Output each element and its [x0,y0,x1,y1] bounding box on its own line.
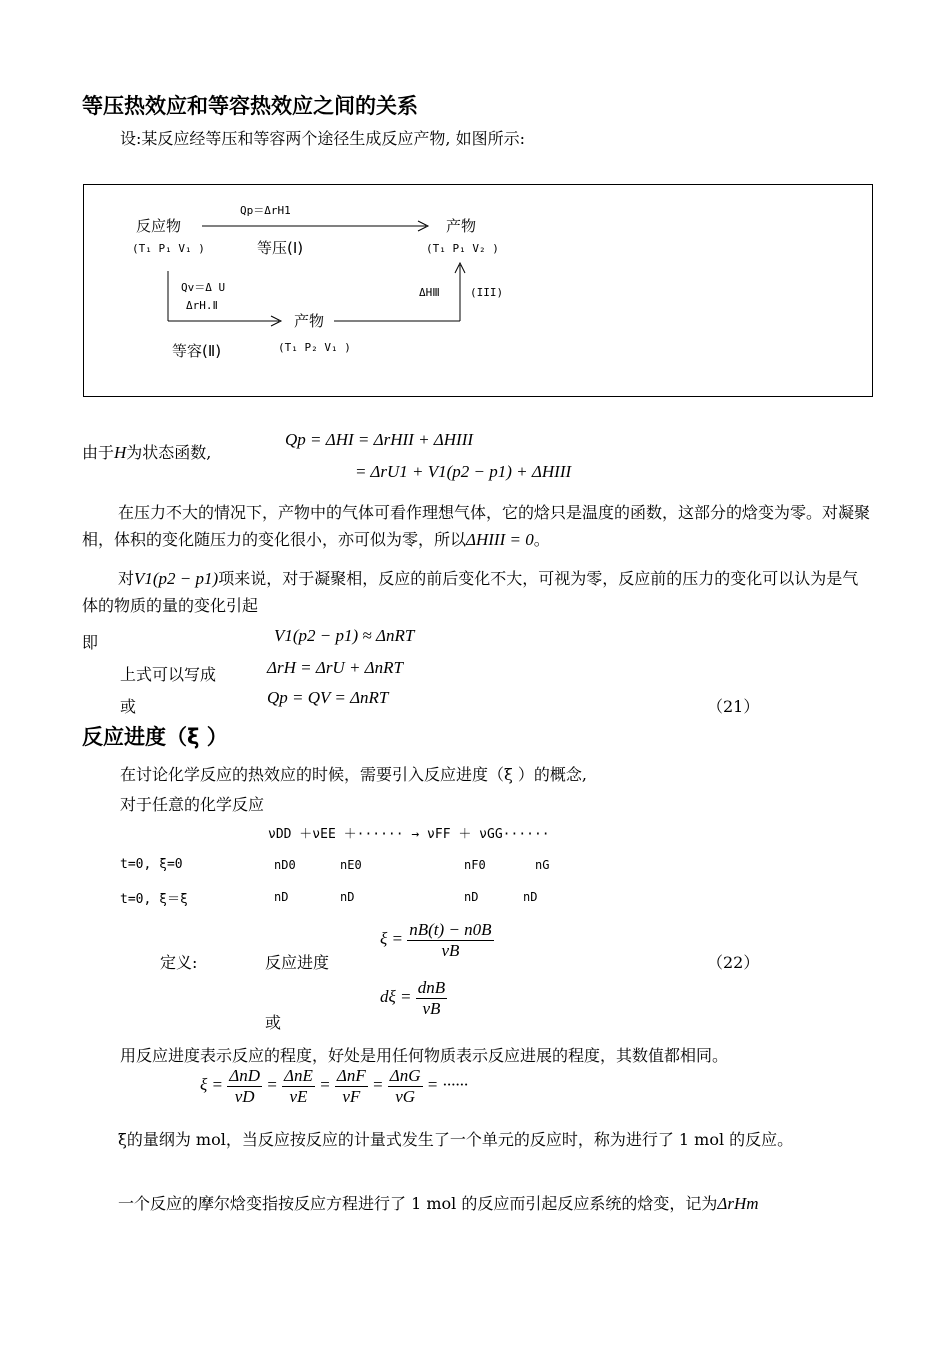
reactant-state: (T₁ P₁ V₁ ) [132,242,205,255]
product-top-state: (T₁ P₁ V₂ ) [426,242,499,255]
equation-number-22: （22） [707,953,760,972]
equation-v1-approx: V1(p2 − p1) ≈ ΔnRT [274,626,415,645]
row1-cell-g: nG [535,858,550,872]
equals-sign: = [319,1074,331,1094]
dxi-numerator: dnB [417,978,446,997]
definition-name: 反应进度 [265,953,330,972]
path3-label: (III) [470,286,504,299]
state-function-prefix: 由于 [82,443,115,462]
product-mid-state: (T₁ P₂ V₁ ) [278,341,351,354]
state-function-label [82,440,211,463]
qp-label: Qp＝ΔrH1 [240,204,291,217]
path1-label: 等压(Ⅰ) [257,239,304,257]
reaction-path-diagram [83,184,873,397]
row1-cell-e: nE0 [340,858,362,872]
row2-cell-4: nD [523,890,538,904]
paragraph-condensed-phase [82,565,872,619]
label-rewrite: 上式可以写成 [120,665,217,684]
frac-e-den: νE [289,1086,308,1106]
frac-d-num: ΔnD [229,1066,261,1085]
paragraph-molar-enthalpy [82,1190,872,1217]
definition-or: 或 [265,1013,282,1032]
paragraph-condensed-text: 项来说，对于凝聚相，反应的前后变化不大，可视为零，反应前的压力的变化可以认为是气体的物质的量的变化引起 [82,569,859,615]
xi-chain-frac-e [282,1066,315,1106]
xi-equality-chain [200,1066,468,1106]
dh3-zero-formula: ΔHIII = 0 [466,530,534,549]
xi-chain-frac-g [388,1066,423,1106]
xi-numerator: nB(t) − n0B [409,920,492,939]
extent-intro-1: 在讨论化学反应的热效应的时候，需要引入反应进度（ξ ）的概念, [120,765,587,784]
extent-intro-2: 对于任意的化学反应 [120,795,265,814]
row2-cell-1: nD [274,890,289,904]
row2-cell-2: nD [340,890,355,904]
equals-sign: = [372,1074,384,1094]
equals-sign: = [266,1074,278,1094]
intro-text: 设:某反应经等压和等容两个途径生成反应产物, 如图所示: [120,129,525,148]
definition-label: 定义: [160,953,198,972]
v1-p-formula: V1(p2 − p1) [134,569,219,588]
row2-label: t=0, ξ＝ξ [120,892,188,907]
product-mid-label: 产物 [294,312,325,330]
row1-label: t=0, ξ=0 [120,857,183,872]
label-or: 或 [120,697,137,716]
xi-lhs: ξ = [380,928,404,948]
dxi-denominator: νB [422,998,441,1018]
dxi-definition [380,978,447,1018]
xi-chain-frac-d [227,1066,262,1106]
equation-qp-qv: Qp = QV = ΔnRT [267,688,389,707]
row1-cell-d: nD0 [274,858,296,872]
paragraph-molar-enthalpy-text: 一个反应的摩尔焓变指按反应方程进行了 1 mol 的反应而引起反应系统的焓变，记为 [118,1194,718,1213]
section-heading-1: 等压热效应和等容热效应之间的关系 [82,94,418,118]
paragraph-advantage: 用反应进度表示反应的程度，好处是用任何物质表示反应进展的程度，其数值都相同。 [120,1046,729,1065]
state-function-suffix: 为状态函数, [126,443,212,462]
xi-chain-frac-f [335,1066,368,1106]
general-reaction-equation: νDD ＋νEE ＋······ → νFF ＋ νGG······ [268,827,550,842]
dxi-fraction [416,978,447,1018]
paragraph-condensed-lead: 对 [118,569,135,588]
frac-g-num: ΔnG [389,1066,421,1085]
product-top-label: 产物 [446,217,477,235]
var-h: H [114,443,127,462]
dh2-label: ΔrH.Ⅱ [186,299,218,312]
dh3-label: ΔHⅢ [419,286,440,299]
xi-denominator: νB [441,940,460,960]
equation-number-21: （21） [707,697,760,716]
section-heading-2: 反应进度（ξ ） [82,725,228,749]
xi-fraction [407,920,493,960]
row1-cell-f: nF0 [464,858,486,872]
qp-equation-line2: = ΔrU1 + V1(p2 − p1) + ΔHIII [355,462,572,481]
frac-d-den: νD [234,1086,255,1106]
xi-definition [380,920,494,960]
reactant-label: 反应物 [136,217,182,235]
label-ji: 即 [82,633,99,652]
qp-equation-line1: Qp = ΔHI = ΔrHII + ΔHIII [285,430,474,449]
paragraph-ideal-gas-end: 。 [533,530,550,549]
dxi-lhs: dξ = [380,986,412,1006]
qv-label: Qv＝Δ U [181,281,226,294]
drhm-formula: ΔrHm [717,1194,759,1213]
frac-f-num: ΔnF [336,1066,366,1085]
frac-e-num: ΔnE [284,1066,313,1085]
equation-drh: ΔrH = ΔrU + ΔnRT [267,658,403,677]
frac-g-den: νG [395,1086,416,1106]
frac-f-den: νF [342,1086,361,1106]
paragraph-ideal-gas [82,499,872,553]
xi-chain-tail: = ······ [426,1074,468,1094]
paragraph-ideal-gas-text: 在压力不大的情况下，产物中的气体可看作理想气体，它的焓只是温度的函数，这部分的焓变为零。对凝聚相，体积的变化随压力的变化很小，亦可似为零，所以 [82,503,871,549]
xi-chain-lhs: ξ = [200,1074,224,1094]
paragraph-unit: ξ的量纲为 mol，当反应按反应的计量式发生了一个单元的反应时，称为进行了 1 mol 的反应。 [118,1130,794,1149]
path2-label: 等容(Ⅱ) [172,342,222,360]
row2-cell-3: nD [464,890,479,904]
